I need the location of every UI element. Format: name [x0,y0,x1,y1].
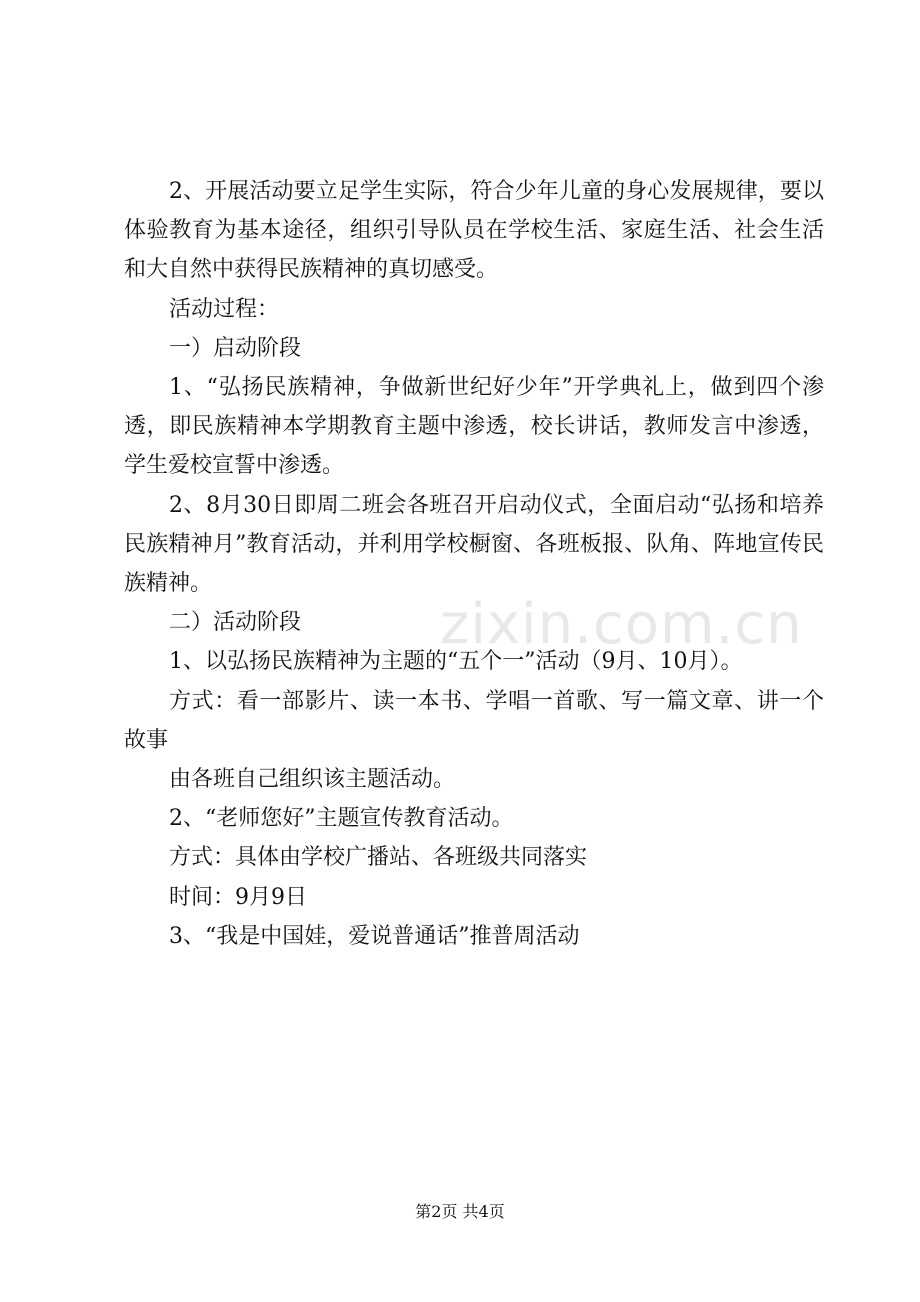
document-body [124,172,824,956]
paragraph-3: 一）启动阶段 [169,335,302,361]
paragraph-10: 2、“老师您好”主题宣传教育活动。 [169,806,514,832]
paragraph-2: 活动过程： [169,296,280,322]
paragraph-12: 时间：9月9日 [169,884,307,910]
page-footer: 第2页 共4页 [415,1202,505,1221]
paragraph-7: 1、以弘扬民族精神为主题的“五个一”活动（9月、10月）。 [169,649,743,675]
paragraph-11: 方式：具体由学校广播站、各班级共同落实 [169,845,588,871]
paragraph-8: 方式：看一部影片、读一本书、学唱一首歌、写一篇文章、讲一个故事 [124,688,824,753]
paragraph-4: 1、“弘扬民族精神，争做新世纪好少年”开学典礼上，做到四个渗透，即民族精神本学期教育主题中渗透，校长讲话，教师发言中渗透，学生爱校宣誓中渗透。 [124,375,824,479]
paragraph-9: 由各班自己组织该主题活动。 [169,767,456,793]
paragraph-13: 3、“我是中国娃，爱说普通话”推普周活动 [169,923,580,949]
paragraph-5: 2、8月30日即周二班会各班召开启动仪式，全面启动“弘扬和培养民族精神月”教育活动，并利用学校橱窗、各班板报、队角、阵地宣传民族精神。 [124,492,824,597]
paragraph-6: 二）活动阶段 [169,610,302,636]
paragraph-1: 2、开展活动要立足学生实际，符合少年儿童的身心发展规律，要以体验教育为基本途径，组织引导队员在学校生活、家庭生活、社会生活和大自然中获得民族精神的真切感受。 [124,179,824,283]
watermark: zixin.com.cn [440,592,803,657]
